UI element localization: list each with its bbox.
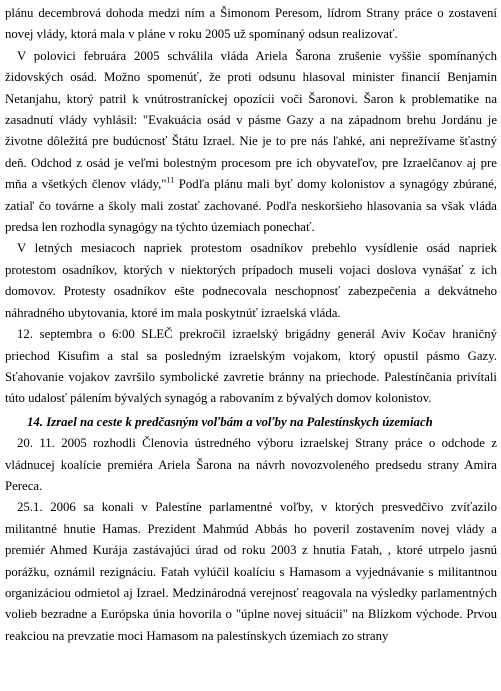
paragraph-intro: plánu decembrová dohoda medzi ním a Šimonom Peresom, lídrom Strany práce o zostavení novej vlády, ktorá mala v pláne v roku 2005 už spomínaný odsun realizovať. [5, 6, 497, 42]
paragraph-february-2005 [5, 46, 497, 239]
footnote-reference: 11 [166, 175, 175, 185]
paragraph-september-12: 12. septembra o 6:00 SLEČ prekročil izraelský brigádny generál Aviv Kočav hraničný priechod Kisufim a stal sa posledným izraelským vojakom, ktorý opustil pásmo Gazy. Sťahovanie vojakov završilo symbolické zavretie bránny na priechode. Palestínčania privítali túto udalosť pálením bývalých synagóg a rabovaním z bývalých domov kolonistov. [5, 327, 497, 406]
paragraph-labor-party: 20. 11. 2005 rozhodli Členovia ústredného výboru izraelskej Strany práce o odchode z vládnucej koalície premiéra Ariela Šarona na návrh novozvoleného predsedu strany Amira Pereca. [5, 436, 497, 493]
paragraph-palestinian-elections: 25.1. 2006 sa konali v Palestíne parlamentné voľby, v ktorých presvedčivo zvíťazilo militantné hnutie Hamas. Prezident Mahmúd Abbás ho poveril zostavením novej vlády a premiér Ahmed Kurája zastávajúci úrad od roku 2003 z hnutia Fatah, , ktoré utrpelo jasnú porážku, oznámil rezignáciu. Fatah vylúčil koalíciu s Hamasom a vyjednávanie s militantnou organizáciou odmietol aj Izrael. Medzinárodná verejnosť reagovala na výsledky parlamentných volieb bezradne a Európska únia hovorila o "úplne novej situácii" na Blízkom východe. Prvou reakciou na prevzatie moci Hamasom na palestínskych územiach zo strany [5, 500, 497, 643]
paragraph-february-text: V polovici februára 2005 schválila vláda Ariela Šarona zrušenie vyššie spomínaných židovských osád. Možno spomenúť, že proti odsunu hlasoval minister financií Benjamin Netanjahu, ktorý patril k vnútrostraníckej opozícii voči Šaronovi. Šaron k problematike na zasadnutí vlády vyhlásil: "Evakuácia osád v pásme Gazy a na západnom brehu Jordánu je životne dôležitá pre budúcnosť Štátu Izrael. Nie je to pre nás ľahké, ani neprežívame šťastný deň. Odchod z osád je veľmi bolestným procesom pre ich obyvateľov, pre Izraelčanov aj pre mňa a všetkých členov vlády," [5, 48, 497, 192]
section-heading: 14. Izrael na ceste k predčasným voľbám a voľby na Palestínskych územiach [27, 414, 433, 429]
paragraph-summer-evacuation: V letných mesiacoch napriek protestom osadníkov prebehlo vysídlenie osád napriek protestom osadníkov, ktorých v niektorých prípadoch museli vojaci doslova vynášať z ich domovov. Protesty osadníkov ešte podnecovala neschopnosť zabezpečenia a dekvátneho náhradného ubytovania, ktoré im mala poskytnúť izraelská vláda. [5, 241, 497, 320]
paragraph-february-text-after: Podľa plánu mali byť domy kolonistov a synagógy zbúrané, zatiaľ čo továrne a školy mali zostať zachované. Podľa neskoršieho hlasovania sa však vláda predsa len rozhodla synagógy na týchto územiach ponechať. [5, 177, 497, 235]
